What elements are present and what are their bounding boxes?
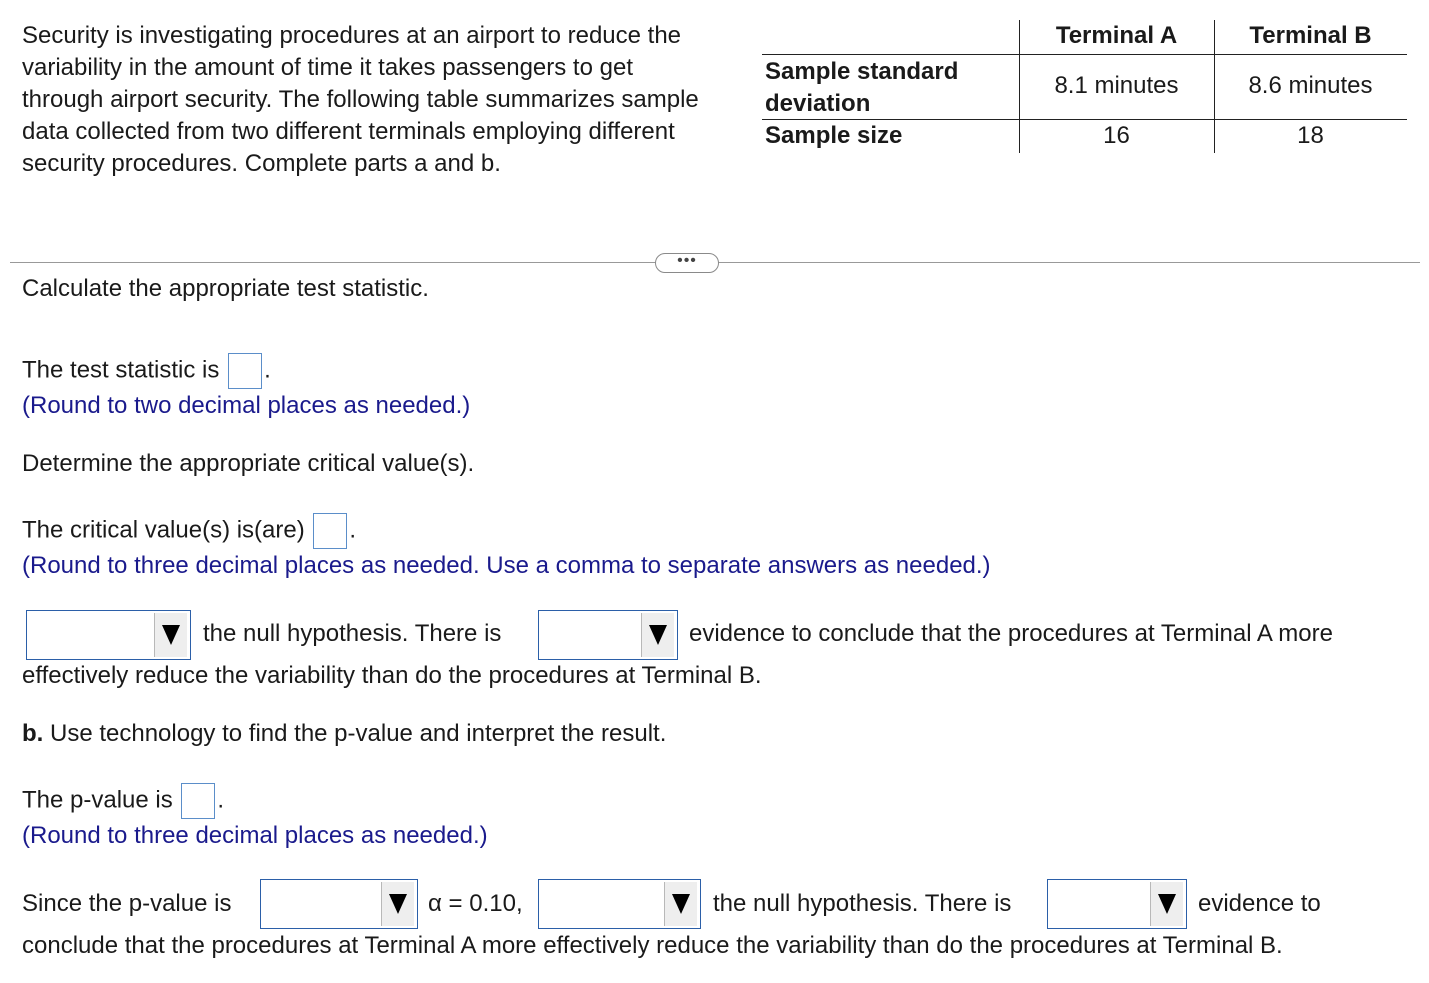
since-line-2: conclude that the procedures at Terminal A more effectively reduce the variability than do the procedures at Terminal B. [22, 932, 1283, 959]
expand-button[interactable]: ••• [655, 253, 719, 273]
p-value-comparison-dropdown[interactable] [260, 879, 418, 929]
critical-value-input[interactable] [313, 513, 347, 549]
test-statistic-row [22, 353, 271, 389]
reject-decision-dropdown[interactable] [26, 610, 191, 660]
period: . [264, 356, 271, 384]
terminal-a-sample-size: 16 [1103, 122, 1130, 149]
triangle-down-icon [389, 894, 407, 914]
terminal-b-sample-size: 18 [1297, 122, 1324, 149]
p-value-label: The p-value is [22, 786, 173, 814]
problem-line: Security is investigating procedures at an airport to reduce the [22, 22, 682, 49]
p-value-hint: (Round to three decimal places as needed.) [22, 822, 488, 849]
since-end-text: evidence to [1198, 890, 1321, 917]
triangle-down-icon [1158, 894, 1176, 914]
conclusion-line-2: effectively reduce the variability than do the procedures at Terminal B. [22, 662, 762, 689]
evidence-dropdown[interactable] [538, 610, 678, 660]
critical-value-prompt: Determine the appropriate critical value(s). [22, 450, 475, 477]
test-statistic-label: The test statistic is [22, 356, 220, 384]
problem-line: variability in the amount of time it takes passengers to get [22, 54, 633, 81]
header-terminal-a: Terminal A [1055, 22, 1178, 49]
clipped-instruction-text: Calculate the appropriate test statistic. [22, 275, 429, 302]
since-mid-text: the null hypothesis. There is [713, 890, 1012, 917]
dropdown-arrow[interactable] [641, 613, 674, 657]
p-value-input[interactable] [181, 783, 215, 819]
reject-decision-dropdown-b[interactable] [538, 879, 701, 929]
p-value-row [22, 783, 224, 819]
clipped-instruction [22, 275, 622, 314]
critical-value-label: The critical value(s) is(are) [22, 516, 305, 544]
row-label-line: deviation [765, 90, 871, 117]
test-statistic-input[interactable] [228, 353, 262, 389]
critical-value-hint: (Round to three decimal places as needed. Use a comma to separate answers as needed.) [22, 552, 991, 579]
alpha-text: α = 0.10, [428, 890, 523, 917]
terminal-a-std-dev: 8.1 minutes [1054, 72, 1179, 99]
critical-value-row [22, 513, 356, 549]
problem-line: security procedures. Complete parts a and b. [22, 150, 501, 177]
part-b-prompt-text: Use technology to find the p-value and interpret the result. [50, 720, 667, 747]
period: . [217, 786, 225, 814]
dropdown-arrow[interactable] [1150, 882, 1183, 926]
conclusion-end-text: evidence to conclude that the procedures at Terminal A more [689, 620, 1333, 647]
period: . [349, 516, 357, 544]
triangle-down-icon [672, 894, 690, 914]
part-b-prompt [22, 719, 666, 749]
table-rule [762, 54, 1407, 55]
row-label-sample-size: Sample size [765, 122, 903, 149]
problem-statement [22, 20, 762, 180]
triangle-down-icon [649, 625, 667, 645]
dropdown-arrow[interactable] [664, 882, 697, 926]
since-prefix-text: Since the p-value is [22, 890, 232, 917]
row-label-line: Sample standard [765, 58, 959, 85]
problem-line: through airport security. The following table summarizes sample [22, 86, 699, 113]
dropdown-arrow[interactable] [381, 882, 414, 926]
test-statistic-hint: (Round to two decimal places as needed.) [22, 392, 471, 419]
terminal-b-std-dev: 8.6 minutes [1248, 72, 1373, 99]
problem-line: data collected from two different terminals employing different [22, 118, 675, 145]
evidence-dropdown-b[interactable] [1047, 879, 1187, 929]
triangle-down-icon [162, 625, 180, 645]
dropdown-arrow[interactable] [154, 613, 187, 657]
row-label-std-dev [765, 56, 958, 120]
part-b-label: b. [22, 720, 44, 747]
header-terminal-b: Terminal B [1249, 22, 1372, 49]
conclusion-mid-text: the null hypothesis. There is [203, 620, 502, 647]
